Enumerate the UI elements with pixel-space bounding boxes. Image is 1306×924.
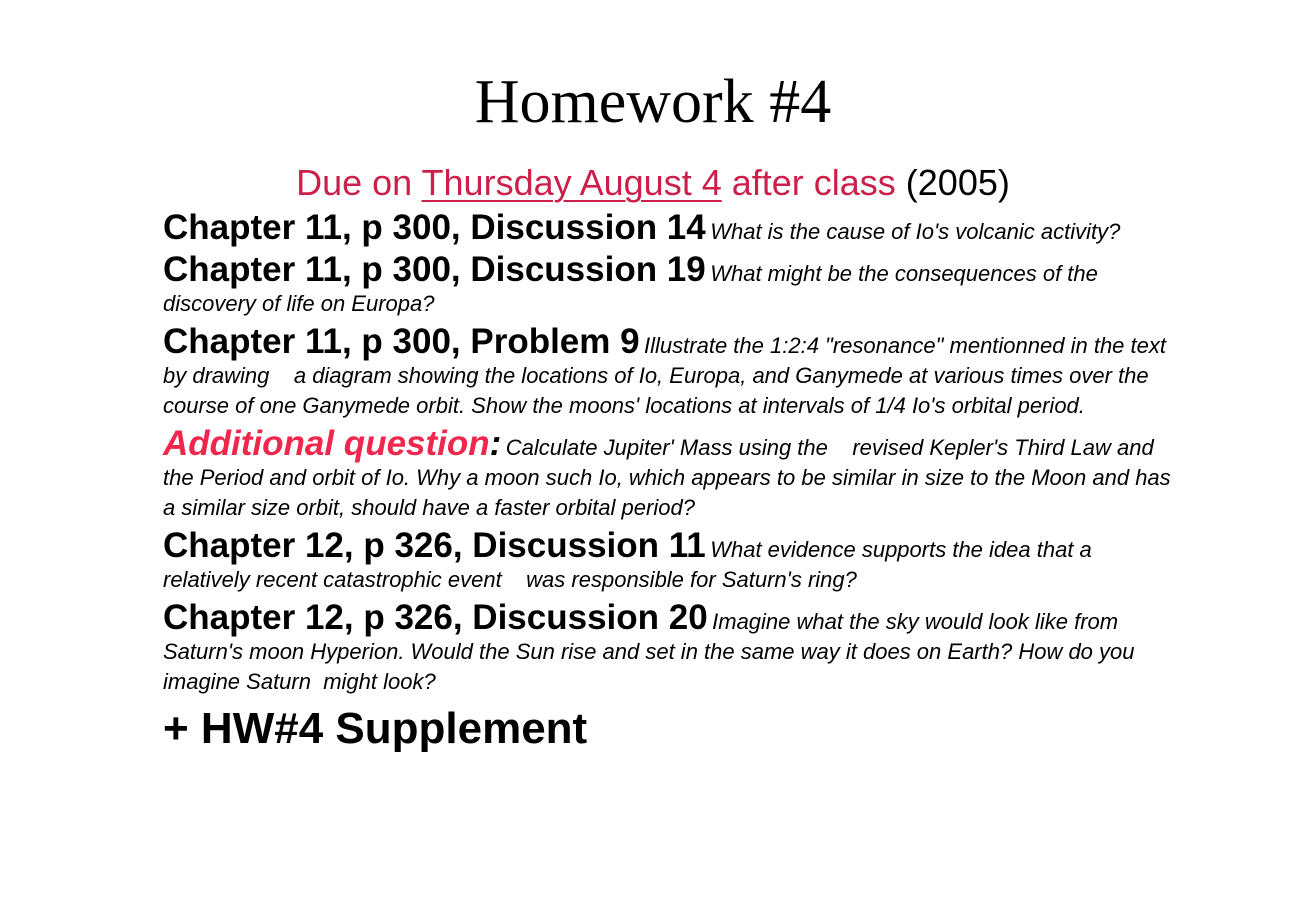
- additional-question-text: Calculate Jupiter' Mass using the revised Kepler's Third Law and the Period and orbit of Io. Why a moon such Io, which appears to be similar in size to the Moon and has a similar size orbit, should have a faster orbital period?: [163, 435, 1177, 520]
- due-date-line: [0, 162, 1306, 204]
- assignment-list: [163, 209, 1183, 757]
- assignment-heading: Chapter 12, p 326, Discussion 20: [163, 598, 708, 637]
- assignment-question: What is the cause of Io's volcanic activity?: [710, 219, 1121, 244]
- assignment-heading: Chapter 11, p 300, Problem 9: [163, 322, 640, 361]
- assignment-heading: Chapter 11, p 300, Discussion 14: [163, 208, 706, 247]
- assignment-question: Illustrate the 1:2:4 "resonance" mentionned in the text by drawing a diagram showing the locations of Io, Europa, and Ganymede at various times over the course of one Ganymede orbit. Show the moons' locations at intervals of 1/4 Io's orbital period.: [163, 333, 1173, 418]
- assignment-heading: Chapter 11, p 300, Discussion 19: [163, 250, 706, 289]
- assignment-item: [163, 251, 1183, 319]
- additional-question-colon: :: [489, 424, 502, 463]
- due-suffix: after class: [721, 162, 896, 203]
- due-year: (2005): [895, 162, 1010, 203]
- assignment-item: [163, 527, 1183, 595]
- assignment-question: What might be the consequences of the discovery of life on Europa?: [163, 261, 1098, 316]
- supplement-link[interactable]: + HW#4 Supplement: [163, 704, 588, 753]
- assignment-item: [163, 209, 1183, 247]
- additional-question-heading: Additional question: [163, 424, 490, 463]
- assignment-heading: Chapter 12, p 326, Discussion 11: [163, 526, 706, 565]
- assignment-question: What evidence supports the idea that a relatively recent catastrophic event was responsible for Saturn's ring?: [163, 537, 1098, 592]
- due-prefix: Due on: [296, 162, 422, 203]
- assignment-item: [163, 599, 1183, 697]
- page-title: Homework #4: [474, 68, 832, 136]
- assignment-question: Imagine what the sky would look like from Saturn's moon Hyperion. Would the Sun rise and set in the same way it does on Earth? How do you imagine Saturn might look?: [163, 609, 1141, 694]
- assignment-item: [163, 323, 1183, 421]
- due-date-link[interactable]: Thursday August 4: [421, 162, 722, 203]
- additional-question-item: [163, 425, 1183, 523]
